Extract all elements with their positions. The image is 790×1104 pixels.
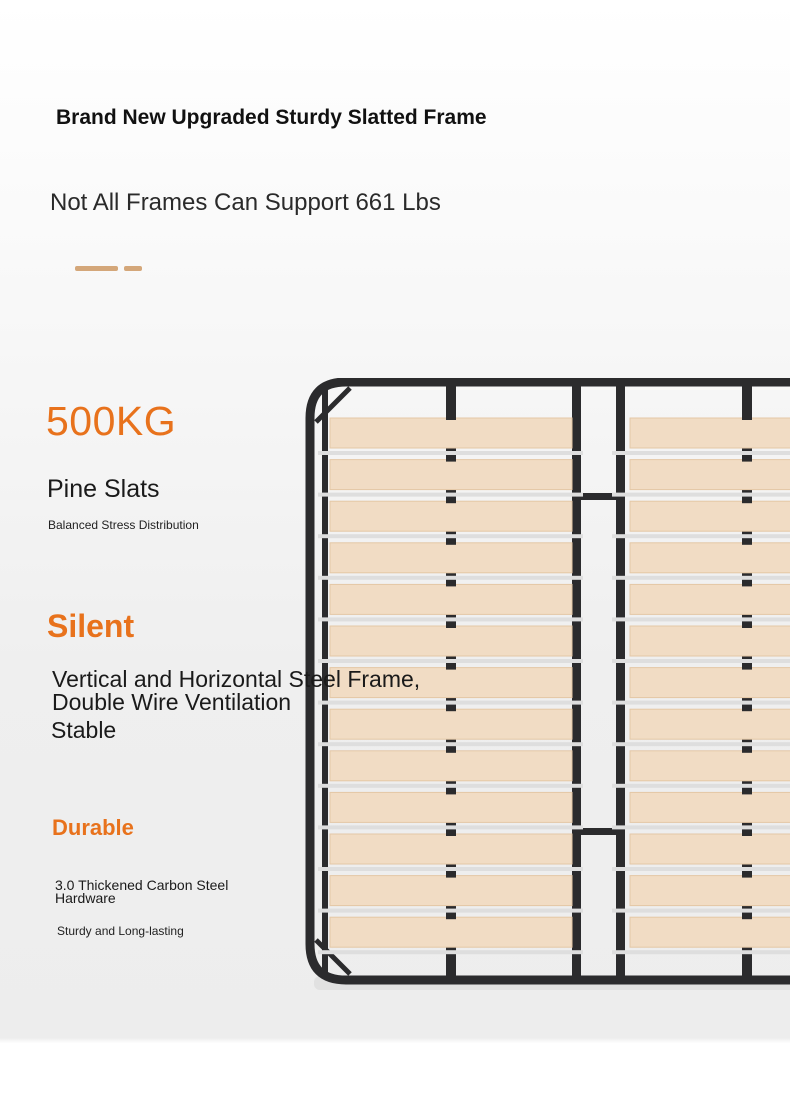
slat-clip	[742, 707, 752, 711]
pine-slat	[330, 418, 572, 448]
slat-clip	[742, 749, 752, 753]
pine-slat	[630, 668, 790, 698]
pine-slat	[330, 751, 572, 781]
slat-clip	[446, 416, 456, 420]
pine-slat	[630, 751, 790, 781]
pine-slat	[630, 834, 790, 864]
slat-clip	[446, 582, 456, 586]
silent-desc-stable: Stable	[51, 717, 117, 743]
steel-cross-wire	[318, 825, 583, 829]
center-cross-link	[581, 828, 616, 835]
steel-cross-wire	[612, 451, 790, 455]
steel-cross-wire	[318, 867, 583, 871]
pine-slat	[630, 917, 790, 947]
accent-bar	[124, 266, 142, 271]
slat-clip	[742, 666, 752, 670]
slat-clip	[742, 499, 752, 503]
pine-slat	[630, 418, 790, 448]
pine-slat	[630, 876, 790, 906]
pine-slat	[330, 501, 572, 531]
steel-cross-wire	[318, 784, 583, 788]
center-cross-link	[581, 493, 616, 500]
steel-cross-wire	[612, 909, 790, 913]
pine-slat	[330, 876, 572, 906]
steel-cross-wire	[612, 576, 790, 580]
steel-cross-wire	[318, 534, 583, 538]
steel-cross-wire	[612, 784, 790, 788]
slat-clip	[446, 832, 456, 836]
slat-clip	[742, 582, 752, 586]
slat-clip	[742, 790, 752, 794]
pine-slat	[330, 834, 572, 864]
slat-clip	[446, 541, 456, 545]
pine-slat	[330, 584, 572, 614]
steel-cross-wire	[318, 617, 583, 621]
slat-clip	[446, 915, 456, 919]
steel-cross-wire	[318, 950, 583, 954]
page-subtitle: Not All Frames Can Support 661 Lbs	[50, 189, 441, 216]
silent-desc: Vertical and Horizontal Steel Frame, Double Wire Ventilation	[52, 666, 421, 715]
slat-clip	[742, 458, 752, 462]
pine-slats-title: Pine Slats	[47, 475, 160, 503]
steel-cross-wire	[318, 742, 583, 746]
pine-slat	[330, 792, 572, 822]
pine-slat	[630, 584, 790, 614]
steel-cross-wire	[318, 659, 583, 663]
steel-cross-wire	[318, 451, 583, 455]
silent-title: Silent	[47, 608, 135, 644]
steel-cross-wire	[318, 493, 583, 497]
slat-clip	[742, 874, 752, 878]
steel-cross-wire	[612, 534, 790, 538]
slat-clip	[446, 458, 456, 462]
center-rail	[572, 386, 581, 976]
pine-slat	[630, 709, 790, 739]
pine-slat	[630, 792, 790, 822]
slat-clip	[742, 915, 752, 919]
pine-slat	[330, 626, 572, 656]
durable-desc: 3.0 Thickened Carbon Steel Hardware	[55, 877, 229, 906]
slat-clip	[446, 624, 456, 628]
steel-cross-wire	[612, 742, 790, 746]
slat-clip	[446, 707, 456, 711]
slat-clip	[742, 624, 752, 628]
slat-clip	[446, 499, 456, 503]
accent-bar	[75, 266, 118, 271]
steel-cross-wire	[318, 909, 583, 913]
slat-clip	[446, 666, 456, 670]
slat-clip	[742, 541, 752, 545]
steel-cross-wire	[612, 493, 790, 497]
pine-slat	[330, 543, 572, 573]
durable-title: Durable	[52, 815, 134, 840]
steel-cross-wire	[612, 950, 790, 954]
steel-cross-wire	[612, 659, 790, 663]
pine-slat	[630, 543, 790, 573]
slat-clip	[446, 874, 456, 878]
capacity-value: 500KG	[46, 398, 177, 444]
steel-cross-wire	[612, 867, 790, 871]
slat-clip	[742, 832, 752, 836]
pine-slat	[330, 917, 572, 947]
center-rail	[616, 386, 625, 976]
steel-cross-wire	[318, 576, 583, 580]
steel-cross-wire	[612, 701, 790, 705]
page-title: Brand New Upgraded Sturdy Slatted Frame	[56, 106, 487, 129]
pine-slat	[630, 501, 790, 531]
steel-cross-wire	[612, 825, 790, 829]
steel-cross-wire	[612, 617, 790, 621]
slat-clip	[446, 790, 456, 794]
pine-slats-desc: Balanced Stress Distribution	[48, 518, 199, 532]
slat-clip	[742, 416, 752, 420]
pine-slat	[630, 460, 790, 490]
slat-clip	[446, 749, 456, 753]
durable-desc-lasting: Sturdy and Long-lasting	[57, 924, 184, 938]
pine-slat	[330, 460, 572, 490]
pine-slat	[630, 626, 790, 656]
